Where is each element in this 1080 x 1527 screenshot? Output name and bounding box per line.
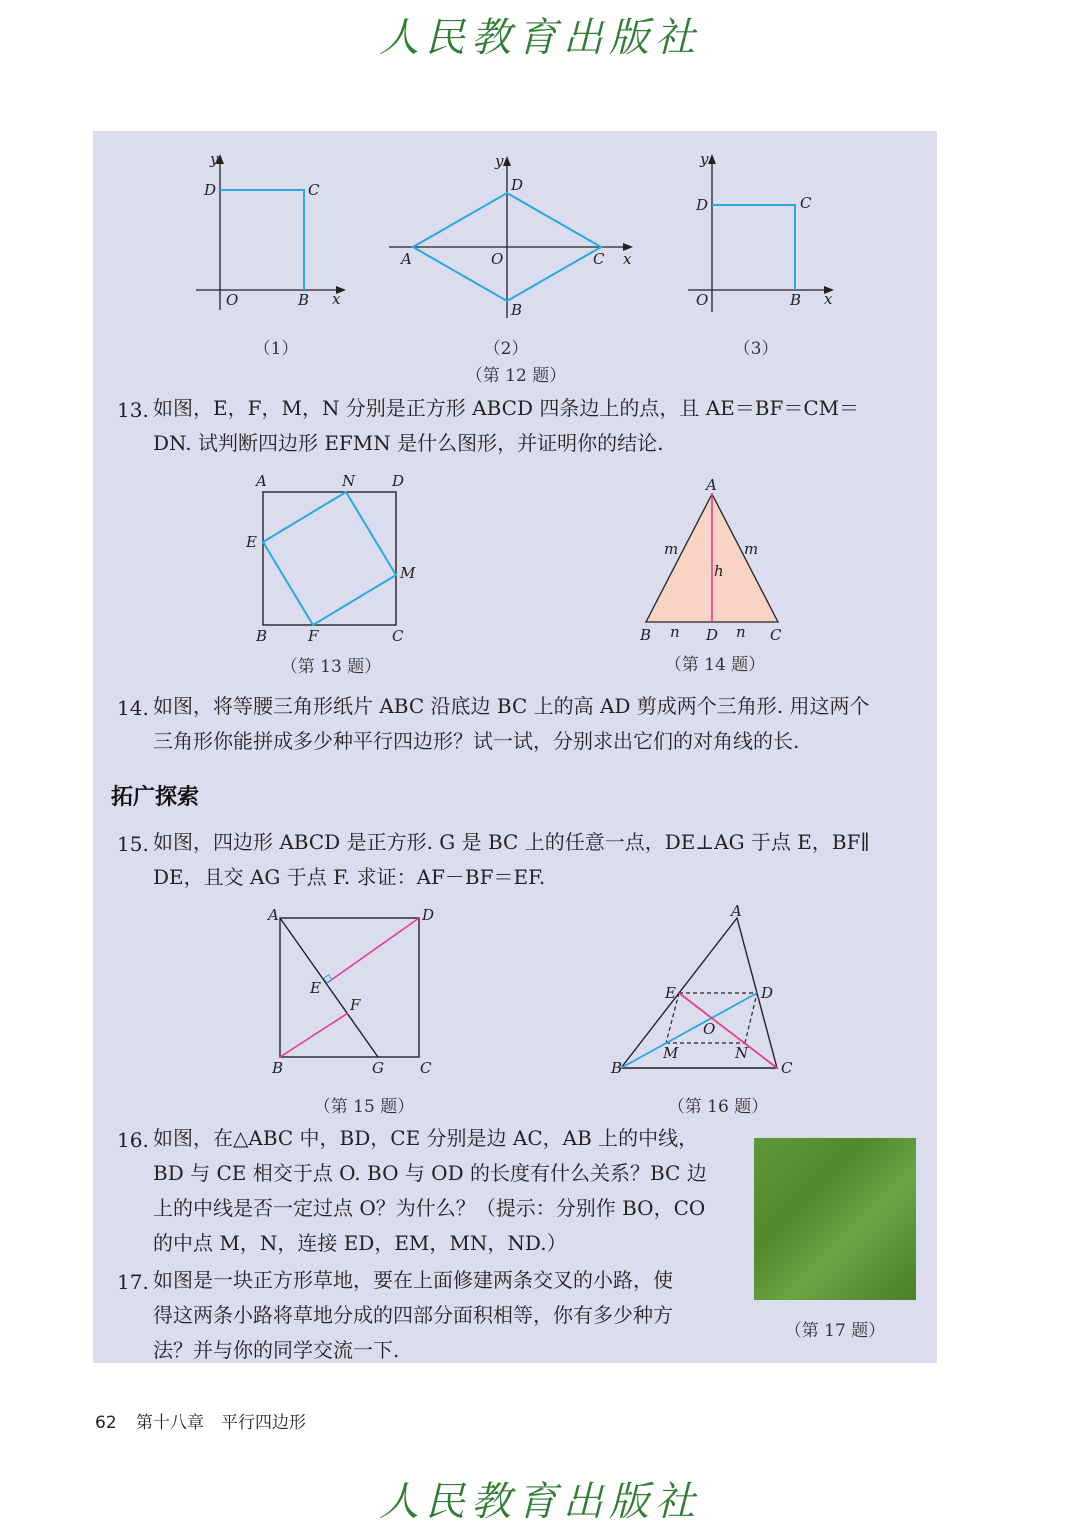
label-x: x [824, 290, 833, 308]
label-D: D [392, 472, 405, 490]
label-A: A [256, 472, 267, 490]
figure-12-2 [385, 150, 645, 320]
label-B: B [511, 301, 523, 319]
label-A: A [706, 476, 717, 494]
problem-16-line3: 上的中线是否一定过点 O？为什么？（提示：分别作 BO，CO [153, 1196, 706, 1220]
label-A: A [268, 906, 279, 924]
chapter-title: 第十八章 平行四边形 [136, 1413, 307, 1433]
label-n-left: n [670, 623, 680, 641]
label-B: B [790, 291, 802, 309]
figure-15-caption: （第 15 题） [313, 1097, 415, 1117]
label-B: B [272, 1059, 284, 1077]
problem-15-number: 15. [117, 832, 149, 856]
label-m-right: m [744, 540, 759, 558]
label-B: B [256, 627, 268, 645]
label-C: C [770, 626, 782, 644]
problem-17-line3: 法？并与你的同学交流一下. [153, 1338, 400, 1362]
problem-16-line4: 的中点 M，N，连接 ED，EM，MN，ND.） [153, 1231, 567, 1255]
label-O: O [226, 291, 239, 309]
label-O: O [703, 1020, 716, 1038]
label-G: G [372, 1059, 384, 1077]
label-x: x [332, 290, 341, 308]
label-C: C [800, 194, 812, 212]
label-y: y [700, 150, 709, 168]
label-m-left: m [664, 540, 679, 558]
label-C: C [420, 1059, 432, 1077]
label-M: M [400, 564, 416, 582]
figure-13-caption: （第 13 题） [280, 657, 382, 677]
label-y: y [210, 150, 219, 168]
problem-17-line1: 如图是一块正方形草地，要在上面修建两条交叉的小路，使 [153, 1268, 673, 1292]
figure-16 [605, 900, 805, 1085]
problem-14-number: 14. [117, 696, 149, 720]
label-E: E [310, 979, 321, 997]
label-D: D [706, 626, 719, 644]
label-E: E [246, 533, 257, 551]
label-B: B [640, 626, 652, 644]
label-C: C [392, 627, 404, 645]
label-C: C [593, 250, 605, 268]
page-number: 62 [95, 1413, 117, 1433]
figure-12-1 [190, 150, 360, 320]
label-B: B [298, 291, 310, 309]
label-C: C [781, 1059, 793, 1077]
figure-16-caption: （第 16 题） [667, 1097, 769, 1117]
problem-17-line2: 得这两条小路将草地分成的四部分面积相等，你有多少种方 [153, 1303, 673, 1327]
problem-16-line2: BD 与 CE 相交于点 O. BO 与 OD 的长度有什么关系？BC 边 [153, 1161, 707, 1185]
figure-14-caption: （第 14 题） [664, 655, 766, 675]
problem-13-line1: 如图，E，F，M，N 分别是正方形 ABCD 四条边上的点，且 AE＝BF＝CM＝ [153, 396, 860, 420]
label-C: C [308, 181, 320, 199]
figure-12-1-caption: （1） [253, 339, 299, 359]
figure-12-3-caption: （3） [733, 339, 779, 359]
figure-13 [240, 470, 430, 650]
problem-15-line2: DE，且交 AG 于点 F. 求证：AF－BF＝EF. [153, 865, 546, 889]
label-A: A [401, 250, 412, 268]
page-footer [95, 1408, 306, 1433]
figure-17-caption: （第 17 题） [784, 1321, 886, 1341]
label-h: h [714, 562, 724, 580]
label-O: O [696, 291, 709, 309]
label-D: D [696, 196, 709, 214]
label-M: M [663, 1044, 679, 1062]
grass-image [754, 1138, 916, 1300]
label-D: D [761, 984, 774, 1002]
problem-13-line2: DN. 试判断四边形 EFMN 是什么图形，并证明你的结论. [153, 431, 664, 455]
label-N: N [735, 1044, 749, 1062]
figure-14 [630, 472, 800, 648]
label-D: D [511, 176, 524, 194]
figure-12-3 [682, 150, 842, 320]
figure-15 [260, 900, 440, 1085]
problem-16-number: 16. [117, 1128, 149, 1152]
label-O: O [491, 250, 504, 268]
label-F: F [308, 627, 319, 645]
problem-16-line1: 如图，在△ABC 中，BD，CE 分别是边 AC，AB 上的中线， [153, 1126, 699, 1150]
problem-14-line1: 如图，将等腰三角形纸片 ABC 沿底边 BC 上的高 AD 剪成两个三角形. 用这两个 [153, 694, 870, 718]
label-N: N [342, 472, 356, 490]
label-B: B [611, 1059, 623, 1077]
problem-14-line2: 三角形你能拼成多少种平行四边形？试一试，分别求出它们的对角线的长. [153, 729, 800, 753]
figure-12-2-caption: （2） [483, 339, 529, 359]
problem-17-number: 17. [117, 1270, 149, 1294]
publisher-watermark-bottom: 人民教育出版社 [379, 1479, 701, 1525]
figure-12-caption: （第 12 题） [465, 366, 567, 386]
label-D: D [422, 906, 435, 924]
label-x: x [623, 250, 632, 268]
label-A: A [731, 902, 742, 920]
label-y: y [495, 152, 504, 170]
label-n-right: n [736, 623, 746, 641]
label-D: D [204, 181, 217, 199]
label-E: E [665, 984, 676, 1002]
problem-13-number: 13. [117, 398, 149, 422]
problem-15-line1: 如图，四边形 ABCD 是正方形. G 是 BC 上的任意一点，DE⊥AG 于点 E，BF∥ [153, 830, 870, 854]
label-F: F [350, 996, 361, 1014]
publisher-watermark-top: 人民教育出版社 [379, 15, 701, 61]
section-title: 拓广探索 [111, 785, 200, 810]
